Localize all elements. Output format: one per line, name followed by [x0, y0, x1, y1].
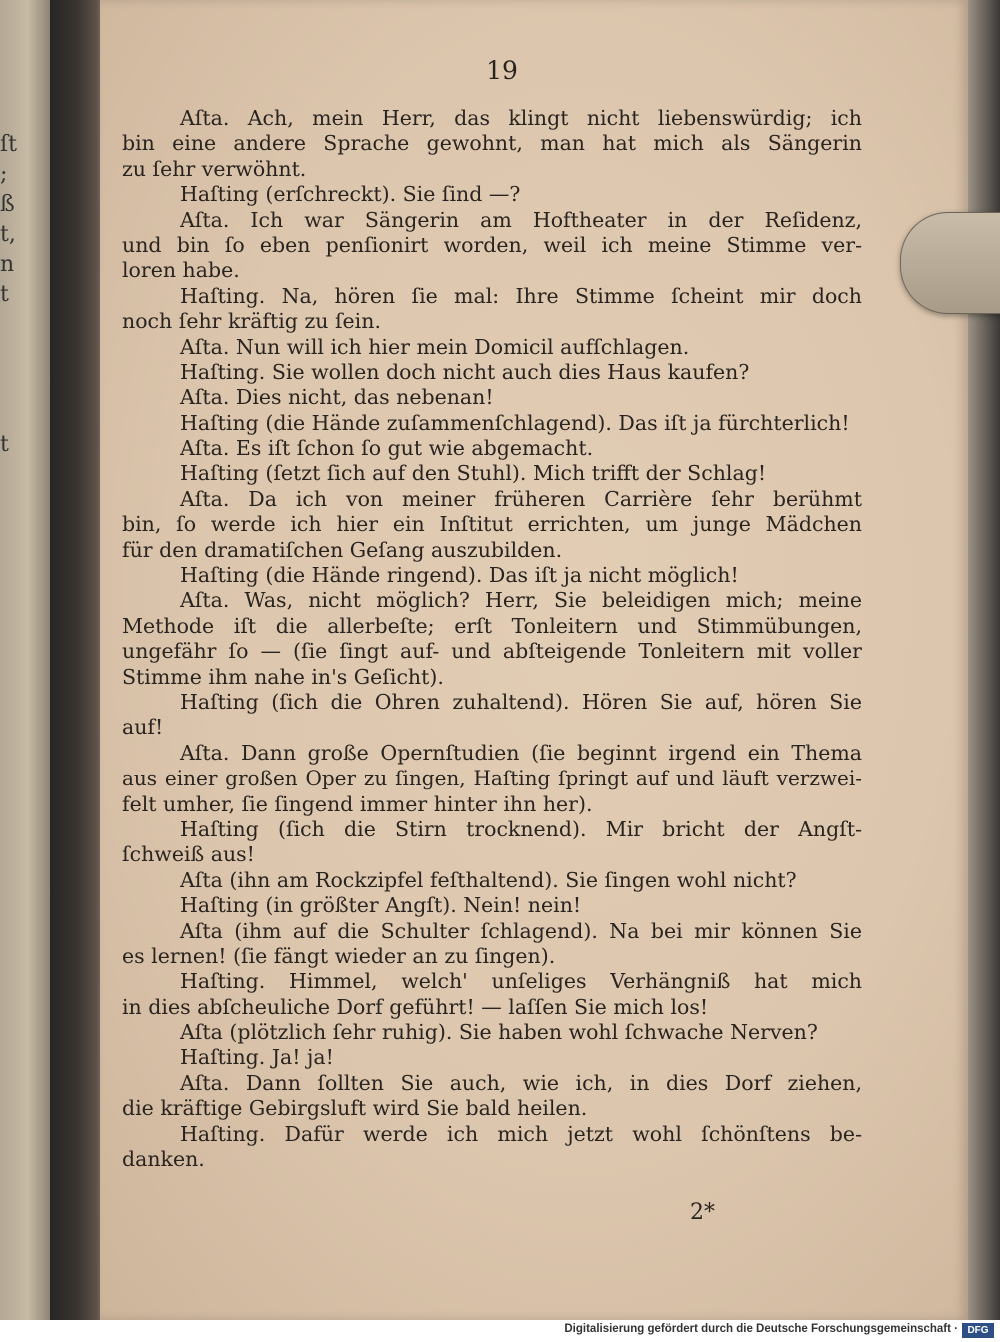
text-line: Aſta. Dann große Opernſtudien (ſie beginnt irgend ein Thema [180, 740, 862, 765]
text-line: Aſta. Ach, mein Herr, das klingt nicht liebenswürdig; ich [180, 106, 862, 130]
text-line: Aſta (plötzlich ſehr ruhig). Sie haben wohl ſchwache Nerven? [180, 1020, 818, 1045]
text-line: Haſting (erſchreckt). Sie ſind —? [180, 182, 521, 207]
dfg-logo: DFG [962, 1323, 994, 1338]
text-line: Aſta (ihn am Rockzipfel feſthaltend). Sie ſingen wohl nicht? [180, 867, 797, 892]
text-line: bin, ſo werde ich hier ein Inſtitut errichten, um junge Mädchen [122, 512, 862, 537]
text-line: ungefähr ſo — (ſie ſingt auf- und abſteigende Tonleitern mit voller [122, 639, 862, 664]
text-line: in dies abſcheuliche Dorf geführt! — laſſen Sie mich los! [122, 994, 709, 1019]
text-line: die kräftige Gebirgsluft wird Sie bald heilen. [122, 1096, 588, 1121]
page-clip-tab [900, 212, 1000, 314]
text-line: Aſta. Nun will ich hier mein Domicil aufſchlagen. [180, 334, 690, 359]
text-line: Haſting (ſich die Ohren zuhaltend). Hören Sie auf, hören Sie [180, 689, 862, 714]
text-line: Aſta. Dies nicht, das nebenan! [180, 385, 494, 410]
funding-notice: Digitalisierung gefördert durch die Deutsche Forschungsgemeinschaft · [564, 1323, 958, 1335]
text-line: Aſta. Ich war Sängerin am Hoftheater in der Reſidenz, [180, 207, 862, 232]
text-line: Aſta. Da ich von meiner früheren Carrière ſehr berühmt [180, 486, 862, 511]
left-page-text-fragments: ſt ; ß t, n t t [0, 132, 17, 457]
text-line: bin eine andere Sprache gewohnt, man hat mich als Sängerin [122, 131, 862, 156]
digitization-footer [0, 1320, 1000, 1342]
text-line: danken. [122, 1147, 205, 1172]
text-line: aus einer großen Oper zu ſingen, Haſting ſpringt auf und läuft verzwei- [122, 766, 862, 791]
text-line: es lernen! (ſie fängt wieder an zu ſingen). [122, 943, 556, 968]
text-line: Haſting. Himmel, welch' unſeliges Verhängniß hat mich [180, 969, 862, 994]
text-line: loren habe. [122, 258, 240, 283]
text-line: Haſting (ſetzt ſich auf den Stuhl). Mich trifft der Schlag! [180, 461, 767, 486]
text-line: Haſting (in größter Angſt). Nein! nein! [180, 893, 582, 918]
text-line: Haſting. Ja! ja! [180, 1045, 334, 1070]
printer-signature: 2* [690, 1200, 715, 1225]
text-line: ſchweiß aus! [122, 842, 255, 867]
text-line: noch ſehr kräftig zu ſein. [122, 309, 381, 334]
text-line: Haſting (ſich die Stirn trocknend). Mir bricht der Angſt- [180, 816, 862, 841]
text-line: Stimme ihm nahe in's Geſicht). [122, 664, 444, 689]
text-line: auf! [122, 715, 164, 740]
text-line: Haſting. Na, hören ſie mal: Ihre Stimme ſcheint mir doch [180, 283, 862, 308]
text-line: Haſting. Dafür werde ich mich jetzt wohl ſchönſtens be- [180, 1121, 862, 1146]
right-page-edge [968, 0, 1000, 1320]
text-line: Aſta (ihm auf die Schulter ſchlagend). Na bei mir können Sie [180, 918, 862, 943]
text-line: und bin ſo eben penſionirt worden, weil ich meine Stimme ver- [122, 232, 862, 257]
page-number: 19 [486, 56, 518, 85]
left-page-edge [0, 0, 50, 1342]
text-line: Haſting. Sie wollen doch nicht auch dies Haus kaufen? [180, 359, 750, 384]
text-line: Methode iſt die allerbeſte; erſt Tonleitern und Stimmübungen, [122, 613, 862, 638]
text-line: Aſta. Dann ſollten Sie auch, wie ich, in dies Dorf ziehen, [180, 1070, 862, 1095]
text-line: Aſta. Es iſt ſchon ſo gut wie abgemacht. [180, 436, 594, 461]
text-line: Haſting (die Hände zuſammenſchlagend). Das iſt ja fürchterlich! [180, 410, 850, 435]
text-line: für den dramatiſchen Geſang auszubilden. [122, 537, 563, 562]
text-line: zu ſehr verwöhnt. [122, 156, 307, 181]
text-line: felt umher, ſie ſingend immer hinter ihn her). [122, 791, 593, 816]
text-line: Haſting (die Hände ringend). Das iſt ja nicht möglich! [180, 563, 739, 588]
text-line: Aſta. Was, nicht möglich? Herr, Sie beleidigen mich; meine [180, 588, 862, 613]
page-text [122, 106, 862, 1172]
